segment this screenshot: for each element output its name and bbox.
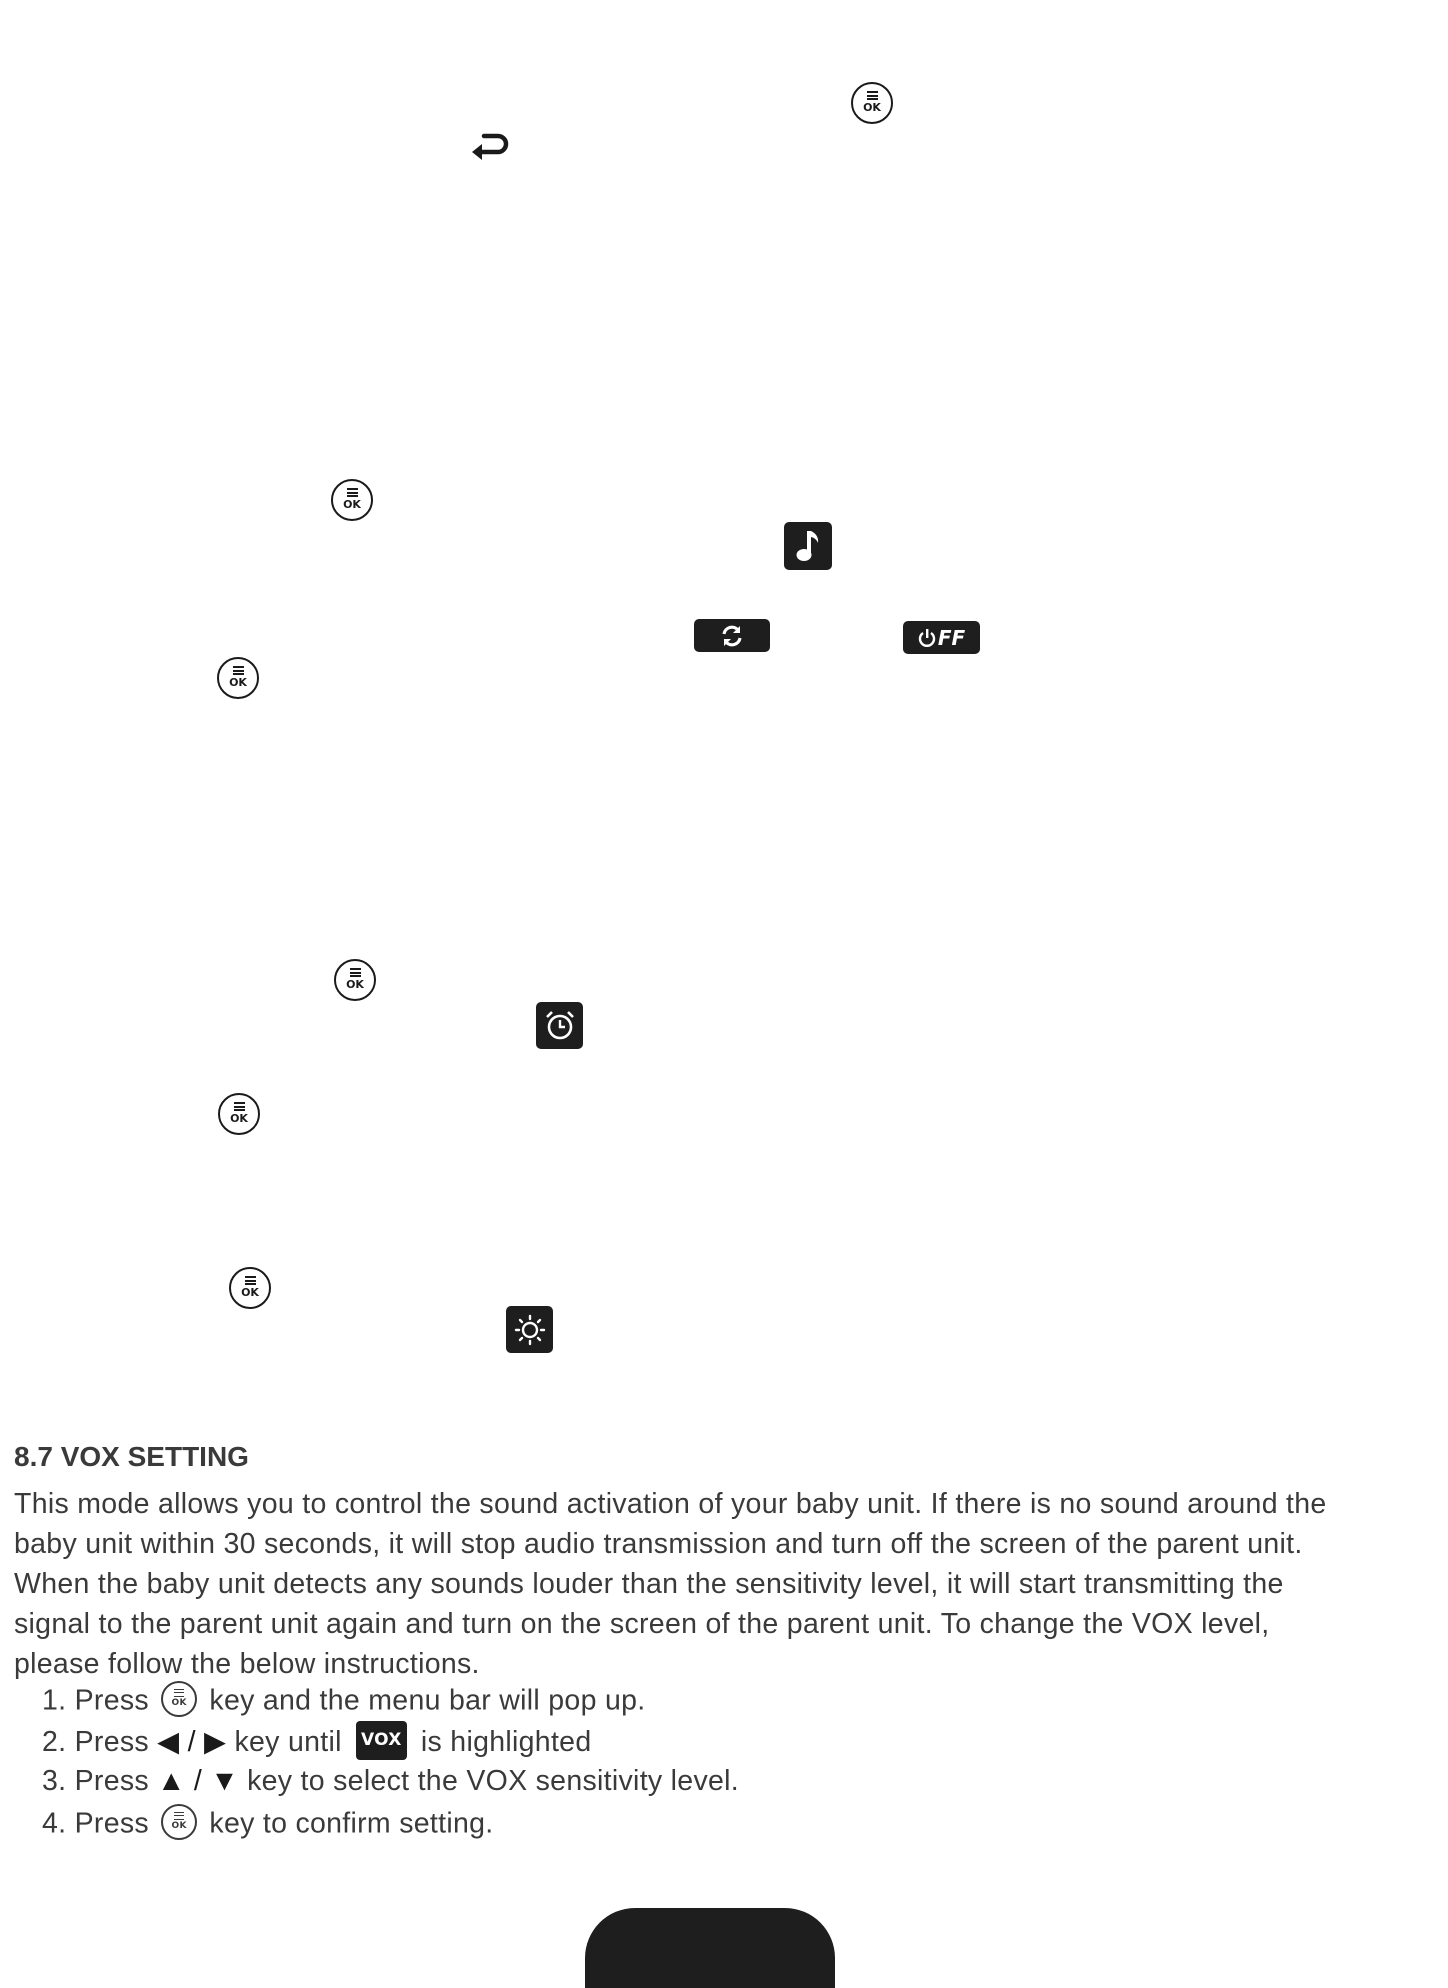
step-3 [42, 1767, 739, 1796]
repeat-icon [694, 619, 770, 652]
power-off-icon [903, 621, 980, 654]
step-text: key until [234, 1726, 342, 1759]
off-label: FF [937, 625, 966, 650]
music-note-icon [784, 522, 832, 570]
alarm-clock-icon [536, 1002, 583, 1049]
return-icon [470, 130, 510, 164]
step-text: Press [74, 1807, 149, 1840]
left-right-arrows-icon: ◀ / ▶ [157, 1726, 227, 1759]
step-text: key to select the VOX sensitivity level. [247, 1765, 740, 1797]
ok-key-text: OK [171, 1698, 187, 1708]
step-number: 1. [42, 1684, 67, 1717]
section-body: This mode allows you to control the sound activation of your baby unit. If there is no sound around the baby unit within 30 seconds, it will stop audio transmission and turn off the screen of the parent unit. When the baby unit detects any sounds louder than the sensitivity level, it will start transmitting the signal to the parent unit again and turn on the screen of the parent unit. To change the VOX level, please follow the below instructions. [14, 1488, 1327, 1680]
step-number: 3. [42, 1765, 67, 1797]
brightness-icon [506, 1306, 553, 1353]
ok-key-text: OK [171, 1821, 187, 1831]
step-text: Press [74, 1765, 149, 1797]
ok-key-text: OK [241, 1286, 259, 1299]
ok-key-text: OK [346, 978, 364, 991]
ok-key-text: OK [343, 498, 361, 511]
step-text: is highlighted [420, 1726, 592, 1759]
vox-icon: VOX [356, 1721, 407, 1760]
step-number: 4. [42, 1807, 67, 1840]
step-text: Press [74, 1684, 149, 1717]
step-1 [42, 1684, 645, 1720]
ok-menu-key-icon [217, 657, 259, 699]
step-4 [42, 1807, 493, 1843]
ok-key-text: OK [229, 676, 247, 689]
step-text: Press [74, 1726, 149, 1759]
ok-key-text: OK [863, 101, 881, 114]
step-2 [42, 1724, 591, 1763]
ok-key-text: OK [230, 1112, 248, 1125]
page-tab-decoration [585, 1908, 835, 1988]
ok-menu-key-icon [218, 1093, 260, 1135]
ok-menu-key-icon [334, 959, 376, 1001]
ok-menu-key-icon [851, 82, 893, 124]
section-heading: 8.7 VOX SETTING [14, 1441, 249, 1472]
step-text: key to confirm setting. [209, 1807, 494, 1840]
step-number: 2. [42, 1726, 67, 1759]
ok-menu-key-icon [229, 1267, 271, 1309]
up-down-arrows-icon: ▲ / ▼ [157, 1765, 239, 1797]
ok-menu-key-icon [161, 1681, 197, 1717]
ok-menu-key-icon [161, 1804, 197, 1840]
ok-menu-key-icon [331, 479, 373, 521]
step-text: key and the menu bar will pop up. [209, 1684, 646, 1717]
